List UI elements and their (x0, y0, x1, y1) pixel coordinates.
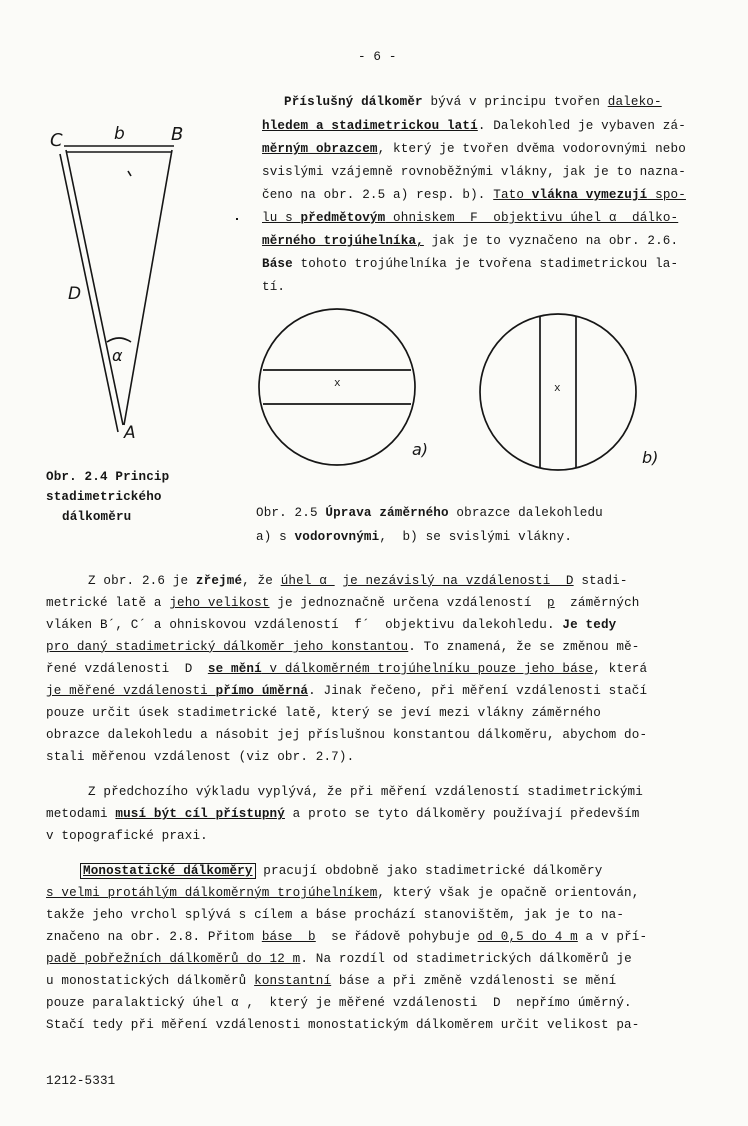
intro-line-5: čeno na obr. 2.5 a) resp. b). Tato vlákna vymezují spo- (262, 188, 686, 202)
fig-2-4-caption-line-2: stadimetrického (46, 490, 162, 504)
fig-2-4-label-alpha: α (112, 346, 123, 365)
fig-2-5-label-a: a) (412, 440, 429, 459)
fig-2-5-caption-line-1: Obr. 2.5 Úprava záměrného obrazce dalekohledu (256, 506, 603, 520)
fig-2-4-caption-line-3: dálkoměru (62, 510, 132, 524)
para2-line-4: pro daný stadimetrický dálkoměr jeho konstantou. To znamená, že se změnou mě- (46, 640, 640, 654)
intro-line-8: Báse tohoto trojúhelníka je tvořena stadimetrickou la- (262, 257, 679, 271)
page-number: - 6 - (358, 50, 397, 64)
para2-line-6: je měřené vzdálenosti přímo úměrná. Jinak řečeno, při měření vzdálenosti stačí (46, 684, 648, 698)
para4-line-1: Monostatické dálkoměry pracují obdobně jako stadimetrické dálkoměry (80, 864, 602, 879)
fig-2-4-label-A: A (124, 423, 136, 443)
para3-line-2: metodami musí být cíl přístupný a proto se tyto dálkoměry používají především (46, 807, 640, 821)
intro-line-7: měrného trojúhelníka, jak je to vyznačeno na obr. 2.6. (262, 234, 679, 248)
fig-2-5-caption-line-2: a) s vodorovnými, b) se svislými vlákny. (256, 530, 573, 544)
para4-line-5: padě pobřežních dálkoměrů do 12 m. Na rozdíl od stadimetrických dálkoměrů je (46, 952, 632, 966)
para4-line-7: pouze paralaktický úhel α , který je měřené vzdálenosti D nepřímo úměrný. (46, 996, 632, 1010)
intro-line-3: měrným obrazcem, který je tvořen dvěma vodorovnými nebo (262, 142, 686, 156)
intro-line-2: hledem a stadimetrickou latí. Dalekohled je vybaven zá- (262, 119, 686, 133)
para2-line-8: obrazce dalekohledu a násobit jej příslušnou konstantou dálkoměru, abychom do- (46, 728, 648, 742)
para4-line-2: s velmi protáhlým dálkoměrným trojúhelníkem, který však je opačně orientován, (46, 886, 640, 900)
para4-line-4: značeno na obr. 2.8. Přitom báse b se řádově pohybuje od 0,5 do 4 m a v pří- (46, 930, 648, 944)
intro-line-9: tí. (262, 280, 286, 294)
para4-line-3: takže jeho vrchol splývá s cílem a báse prochází stanovištěm, jak je to na- (46, 908, 625, 922)
fig-2-4-caption-line-1: Obr. 2.4 Princip (46, 470, 170, 484)
para2-line-1: Z obr. 2.6 je zřejmé, že úhel α je nezávislý na vzdálenosti D stadi- (88, 574, 628, 588)
intro-line-4: svislými vzájemně rovnoběžnými vlákny, jak je to nazna- (262, 165, 686, 179)
para2-line-9: stali měřenou vzdálenost (viz obr. 2.7). (46, 750, 355, 764)
para4-line-6: u monostatických dálkoměrů konstantní báse a při změně vzdálenosti se mění (46, 974, 617, 988)
intro-line-1: Příslušný dálkoměr bývá v principu tvořen daleko- (284, 95, 662, 109)
fig-2-5-label-b: b) (642, 448, 659, 467)
para2-line-3: vláken B´, C´ a ohniskovou vzdáleností f´ objektivu dalekohledu. Je tedy (46, 618, 617, 632)
para2-line-7: pouze určit úsek stadimetrické latě, který se jeví mezi vlákny záměrného (46, 706, 601, 720)
para2-line-5: řené vzdálenosti D se mění v dálkoměrném trojúhelníku pouze jeho báse, která (46, 662, 648, 676)
para3-line-1: Z předchozího výkladu vyplývá, že při měření vzdáleností stadimetrickými (88, 785, 643, 799)
footer-code: 1212-5331 (46, 1074, 116, 1088)
intro-line-6: lu s předmětovým ohniskem F objektivu úhel α dálko- (262, 211, 679, 225)
reticle-a-center-mark: x (334, 378, 341, 390)
reticle-b-center-mark: x (554, 383, 561, 395)
para3-line-3: v topografické praxi. (46, 829, 208, 843)
fig-2-4-label-D: D (68, 284, 82, 304)
fig-2-4-label-B: B (171, 124, 184, 145)
para2-line-2: metrické latě a jeho velikost je jednoznačně určena vzdáleností p záměrných (46, 596, 640, 610)
fig-2-4-label-b: b (114, 124, 125, 144)
para4-line-8: Stačí tedy při měření vzdálenosti monostatickým dálkoměrem určit velikost pa- (46, 1018, 640, 1032)
fig-2-4-label-C: C (50, 130, 63, 151)
